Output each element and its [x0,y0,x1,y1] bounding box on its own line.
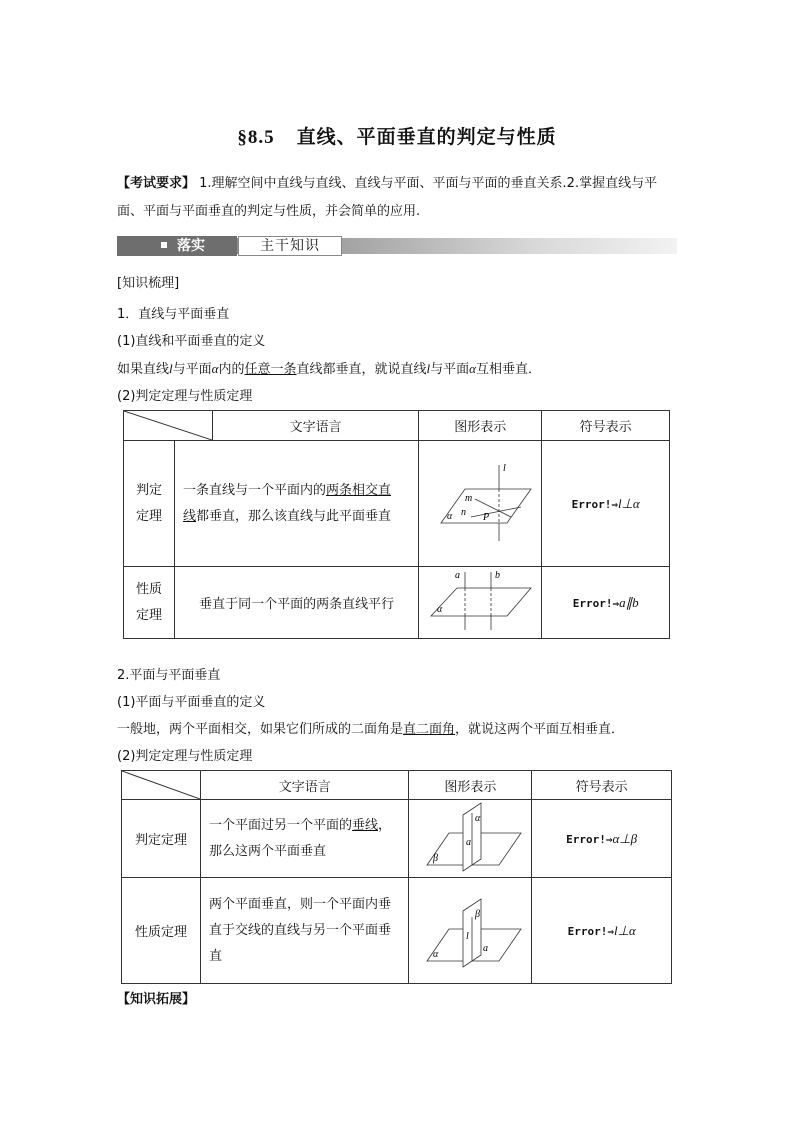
s2-thm-heading: (2)判定定理与性质定理 [117,749,253,764]
label-a: a [466,836,472,848]
title-text: 直线、平面垂直的判定与性质 [296,126,557,148]
s2-definition [117,718,624,737]
label-alpha: α [447,510,453,522]
def-text: 直线都垂直，就说直线 [296,362,427,377]
section-banner [117,235,677,259]
plane-property-diagram [415,889,525,969]
exam-requirements [117,170,657,226]
label-alpha: α [475,812,481,824]
parallel-lines-diagram [425,568,535,634]
def-l: l [169,361,173,376]
corner-diagonal [124,411,212,440]
s1-thm-heading: (2)判定定理与性质定理 [117,389,253,404]
def-alpha: α [469,361,476,376]
theorem-text: 垂直于同一个平面的两条直线平行 [175,567,419,639]
section-number: §8.5 [237,127,275,148]
symbol-cell [532,878,672,984]
text: 都垂直，那么该直线与此平面垂直 [196,508,392,524]
s1-def-heading: (1)直线和平面垂直的定义 [117,334,266,349]
label-line: 定理 [135,607,162,623]
extension-tag: 【知识拓展】 [117,992,196,1007]
requirements-tag: 【考试要求】 [117,176,196,191]
def-underlined: 任意一条 [244,362,297,377]
header-symbol: 符号表示 [532,771,672,800]
label-m: m [465,492,473,504]
perpendicular-line-plane-diagram [425,459,535,545]
s2-def-heading: (1)平面与平面垂直的定义 [117,695,266,710]
def-text: 与平面 [172,362,212,377]
def-text: 一般地，两个平面相交，如果它们所成的二面角是 [117,722,404,737]
table-corner [124,411,213,441]
header-diagram: 图形表示 [419,411,542,441]
def-text: 互相垂直． [476,362,542,377]
row-label: 判定定理 [122,800,201,878]
square-icon [161,242,167,248]
label-line: 性质 [135,581,162,597]
banner-right: 主干知识 [238,236,342,256]
line-plane-table [123,410,670,639]
row-label: 性质定理 [122,878,201,984]
def-underlined: 直二面角 [403,722,456,737]
theorem-text [175,441,419,567]
symbol-error: Error!⇒ [566,832,613,846]
symbol-expr: a∥b [619,594,639,610]
row-label [124,567,175,639]
label-line: 判定 [135,482,162,498]
symbol-expr: α⊥β [612,830,638,846]
label-alpha: α [437,603,443,615]
def-text: ，就说这两个平面互相垂直． [455,722,625,737]
label-beta: β [433,852,439,864]
label-P: P [483,511,490,523]
label-a: a [455,569,461,581]
label-line: 定理 [135,508,162,524]
text: 一条直线与一个平面内的 [183,482,327,498]
requirements-line2: 面、平面与平面垂直的判定与性质，并会简单的应用. [117,204,421,219]
plane-plane-table [121,770,672,984]
label-l: l [503,462,507,474]
diagram-cell [409,800,532,878]
def-l: l [426,361,431,376]
symbol-cell [542,441,670,567]
underlined-text: 线 [183,508,197,524]
symbol-error: Error!⇒ [571,497,618,511]
diagram-cell [419,567,542,639]
header-diagram: 图形表示 [409,771,532,800]
s1-definition [117,358,541,377]
requirements-line1: 1.理解空间中直线与直线、直线与平面、平面与平面的垂直关系.2.掌握直线与平 [195,176,658,191]
symbol-cell [532,800,672,878]
row-label [124,441,175,567]
symbol-expr: l⊥α [613,922,636,938]
symbol-error: Error!⇒ [567,924,614,938]
banner-left [117,236,237,256]
header-symbol: 符号表示 [542,411,670,441]
label-a: a [483,942,489,954]
knowledge-tag: [知识梳理] [117,276,180,291]
def-text: 如果直线 [117,362,170,377]
label-beta: β [475,908,481,920]
underlined-text: 垂线 [352,817,379,833]
s1-heading: 1．直线与平面垂直 [117,307,230,322]
underlined-text: 两条相交直 [326,482,392,498]
label-n: n [461,506,467,518]
theorem-text [201,800,409,878]
label-l: l [466,930,470,942]
label-b: b [495,569,501,581]
symbol-expr: l⊥α [617,495,640,511]
s2-heading: 2.平面与平面垂直 [117,668,221,683]
plane-perpendicular-diagram [415,801,525,873]
symbol-error: Error!⇒ [572,596,620,610]
text: ，那么这两个平面垂直 [209,817,392,859]
def-text: 与平面 [430,362,470,377]
banner-left-label: 落实 [177,238,205,254]
text: 一个平面过另一个平面的 [209,817,353,833]
label-alpha: α [433,948,439,960]
diagram-cell [419,441,542,567]
def-text: 内的 [218,362,245,377]
header-text: 文字语言 [201,771,409,800]
header-text: 文字语言 [213,411,419,441]
page-title [0,122,794,149]
def-alpha: α [211,361,219,376]
theorem-text: 两个平面垂直，则一个平面内垂直于交线的直线与另一个平面垂直 [201,878,409,984]
diagram-cell [409,878,532,984]
table-corner [122,771,201,800]
symbol-cell [542,567,670,639]
corner-diagonal [122,771,200,799]
